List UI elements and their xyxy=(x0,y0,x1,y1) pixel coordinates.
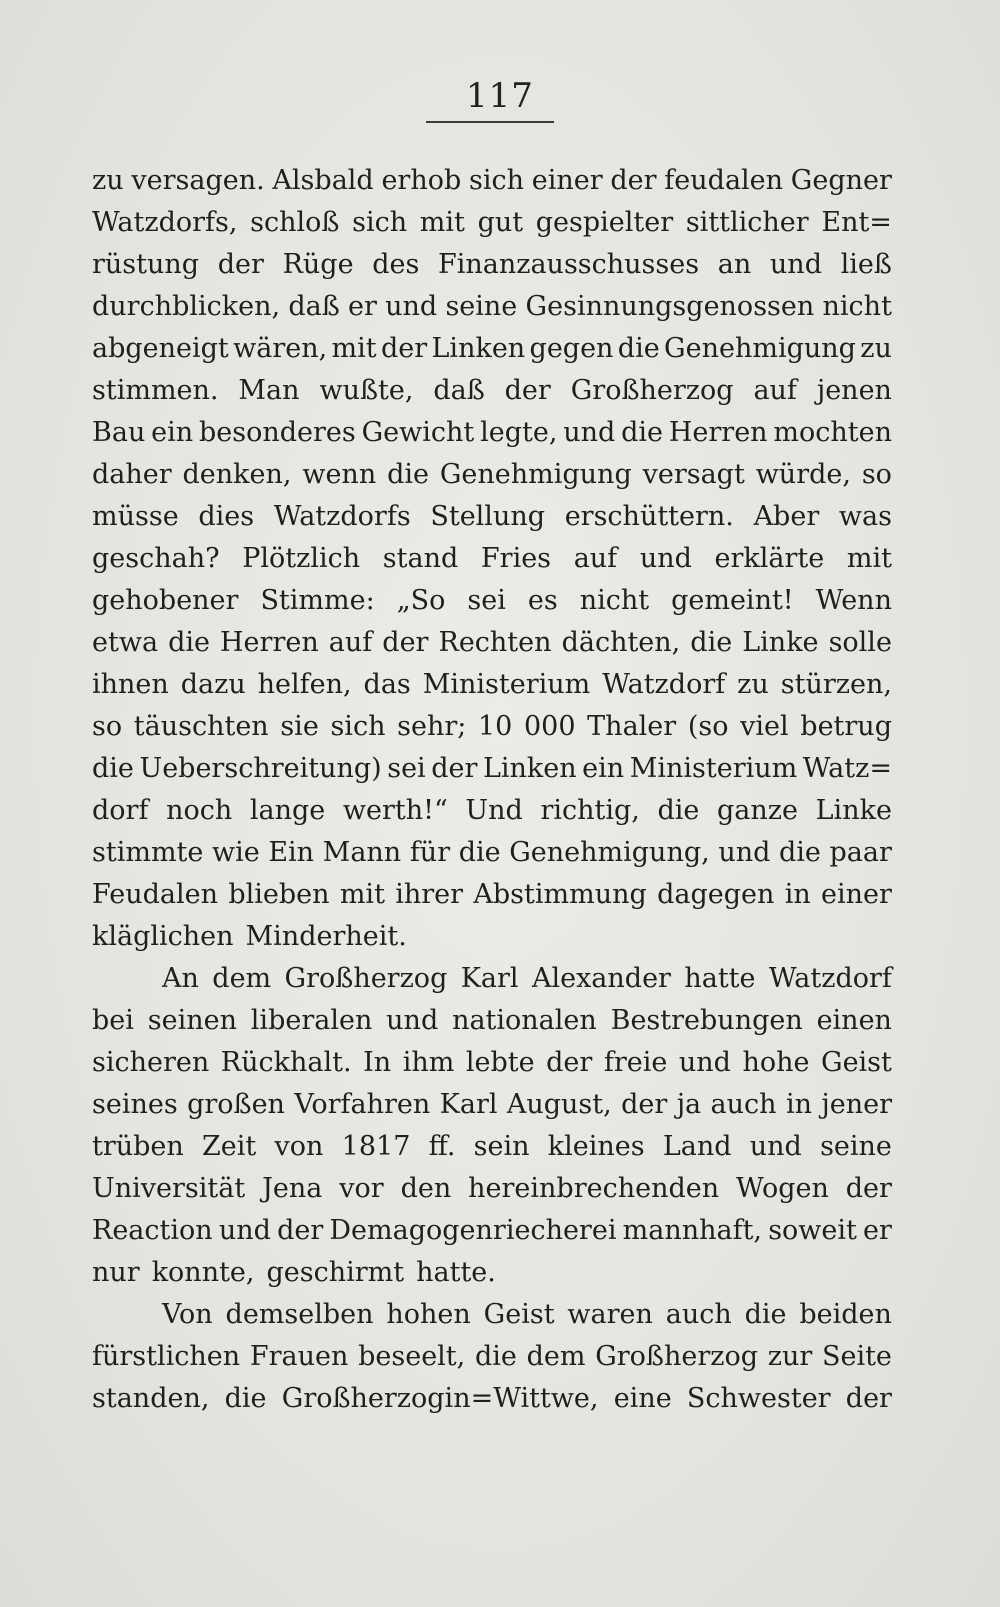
text-line xyxy=(92,412,892,454)
word: richtig, xyxy=(540,795,640,826)
word: lange xyxy=(249,795,326,826)
word: in xyxy=(784,879,811,910)
word: Linken xyxy=(431,333,526,364)
word: müsse xyxy=(92,501,179,532)
word: die xyxy=(657,795,700,826)
word: wie xyxy=(211,837,260,868)
word: standen, xyxy=(92,1383,210,1414)
word: mannhaft, xyxy=(622,1215,763,1246)
word: auf xyxy=(573,543,618,574)
word: würde, xyxy=(755,459,851,490)
word: und xyxy=(678,1047,731,1078)
word: erhob xyxy=(381,165,462,196)
word: Plötzlich xyxy=(242,543,361,574)
word: denken, xyxy=(182,459,292,490)
word: etwa xyxy=(92,627,159,658)
word: wußte, xyxy=(319,375,414,406)
word: daß xyxy=(288,291,340,322)
text-line xyxy=(92,832,892,874)
word: und xyxy=(749,1131,802,1162)
word: die xyxy=(474,1341,517,1372)
word: die xyxy=(779,837,821,868)
word: erklärte xyxy=(714,543,825,574)
word: die xyxy=(387,459,429,490)
word: waren xyxy=(567,1299,653,1330)
word: viel xyxy=(740,711,789,742)
word: was xyxy=(838,501,892,532)
text-line xyxy=(92,202,892,244)
word: demselben xyxy=(225,1299,374,1330)
word: Genehmigung, xyxy=(509,837,710,868)
word: sehr; xyxy=(397,711,467,742)
word: freie xyxy=(603,1047,668,1078)
word: gemeint! xyxy=(671,585,794,616)
word: betrug xyxy=(800,711,892,742)
word: nur xyxy=(92,1257,140,1288)
word: es xyxy=(527,585,558,616)
word: sei xyxy=(387,753,426,784)
text-line xyxy=(92,244,892,286)
word: bei xyxy=(92,1005,134,1036)
word: Thaler xyxy=(587,711,677,742)
word: der xyxy=(546,1047,593,1078)
word: 000 xyxy=(523,711,576,742)
word: jenen xyxy=(816,375,892,406)
text-line xyxy=(92,1210,892,1252)
word: wären, xyxy=(233,333,328,364)
word: und xyxy=(769,249,822,280)
word: legte, xyxy=(480,417,558,448)
word: Ministerium xyxy=(422,669,591,700)
word: mochten xyxy=(773,417,892,448)
word: Herren xyxy=(220,627,319,658)
text-line xyxy=(92,622,892,664)
word: kleines xyxy=(547,1131,645,1162)
word: und xyxy=(639,543,692,574)
word: stimmen. xyxy=(92,375,219,406)
word: ließ xyxy=(840,249,892,280)
word: zu xyxy=(92,165,124,196)
word: blieben xyxy=(228,879,330,910)
text-line xyxy=(92,370,892,412)
word: Stellung xyxy=(430,501,546,532)
word: August, xyxy=(506,1089,612,1120)
word: von xyxy=(274,1131,324,1162)
word: Bau xyxy=(92,417,146,448)
word: Feudalen xyxy=(92,879,219,910)
word: durchblicken, xyxy=(92,291,281,322)
text-line xyxy=(92,1000,892,1042)
word: der xyxy=(621,1089,668,1120)
text-line xyxy=(92,496,892,538)
word: Wenn xyxy=(815,585,892,616)
word: dächten, xyxy=(561,627,681,658)
word: der xyxy=(382,627,429,658)
word: versagen. xyxy=(131,165,265,196)
word: in xyxy=(785,1089,812,1120)
word: ein xyxy=(151,417,194,448)
word: der xyxy=(504,375,551,406)
word: Gesinnungsgenossen xyxy=(525,291,815,322)
word: Herren xyxy=(668,417,768,448)
body-text xyxy=(92,160,892,1420)
word: An xyxy=(162,963,199,994)
word: der xyxy=(217,249,264,280)
text-line xyxy=(92,790,892,832)
word: feudalen xyxy=(664,165,784,196)
word: mit xyxy=(419,207,465,238)
word: sittlicher xyxy=(685,207,809,238)
word: an xyxy=(717,249,752,280)
word: dazu xyxy=(180,669,246,700)
word: auch xyxy=(665,1299,732,1330)
word: einen xyxy=(816,1005,892,1036)
word: die xyxy=(92,753,134,784)
word: Seite xyxy=(821,1341,892,1372)
word: der xyxy=(610,165,657,196)
word: Minderheit. xyxy=(245,921,407,952)
word: jener xyxy=(821,1089,892,1120)
word: beiden xyxy=(799,1299,892,1330)
word: er xyxy=(863,1215,892,1246)
word: gespielter xyxy=(535,207,674,238)
word: nicht xyxy=(822,291,892,322)
word: Genehmigung xyxy=(439,459,632,490)
word: Rüge xyxy=(282,249,354,280)
word: der xyxy=(431,753,478,784)
text-line xyxy=(92,874,892,916)
word: dorf xyxy=(92,795,149,826)
text-line xyxy=(92,538,892,580)
word: auch xyxy=(710,1089,777,1120)
word: Alexander xyxy=(531,963,671,994)
word: werth!“ xyxy=(342,795,448,826)
word: sich xyxy=(469,165,525,196)
word: Watzdorfs, xyxy=(92,207,238,238)
word: und xyxy=(218,1215,271,1246)
word: stand xyxy=(382,543,459,574)
word: nationalen xyxy=(452,1005,597,1036)
word: stürzen, xyxy=(780,669,892,700)
word: Reaction xyxy=(92,1215,213,1246)
word: sich xyxy=(352,207,408,238)
word: Gewicht xyxy=(361,417,475,448)
word: täuschten xyxy=(133,711,269,742)
word: soweit xyxy=(768,1215,857,1246)
word: stimmte xyxy=(92,837,204,868)
word: (so xyxy=(687,711,729,742)
word: ja xyxy=(676,1089,702,1120)
word: Man xyxy=(238,375,300,406)
text-line xyxy=(92,1168,892,1210)
word: nicht xyxy=(579,585,650,616)
word: hohe xyxy=(742,1047,810,1078)
header-rule xyxy=(426,121,554,123)
word: dagegen xyxy=(657,879,775,910)
word: trüben xyxy=(92,1131,184,1162)
word: wenn xyxy=(302,459,377,490)
word: sei xyxy=(467,585,506,616)
word: kläglichen xyxy=(92,921,234,952)
word: hatte xyxy=(684,963,756,994)
word: auf xyxy=(328,627,373,658)
word: 1817 xyxy=(341,1131,411,1162)
word: und xyxy=(563,417,616,448)
text-line xyxy=(92,286,892,328)
word: helfen, xyxy=(257,669,352,700)
word: Universität xyxy=(92,1173,246,1204)
word: Geist xyxy=(821,1047,892,1078)
word: fürstlichen xyxy=(92,1341,241,1372)
word: die xyxy=(224,1383,267,1414)
word: so xyxy=(861,459,892,490)
word: sie xyxy=(280,711,319,742)
word: die xyxy=(168,627,210,658)
word: Stimme: xyxy=(260,585,375,616)
word: Watzdorf xyxy=(602,669,726,700)
text-line xyxy=(92,1252,892,1294)
word: beseelt, xyxy=(358,1341,466,1372)
word: konnte, xyxy=(151,1257,255,1288)
word: Ministerium xyxy=(629,753,798,784)
word: der xyxy=(845,1173,892,1204)
word: er xyxy=(348,291,377,322)
word: Alsbald xyxy=(272,165,374,196)
word: Großherzog xyxy=(595,1341,758,1372)
word: erschüttern. xyxy=(564,501,734,532)
word: die xyxy=(617,333,660,364)
word: Großherzogin=Wittwe, xyxy=(281,1383,599,1414)
word: ihnen xyxy=(92,669,169,700)
word: ff. xyxy=(428,1131,456,1162)
word: Jena xyxy=(262,1173,323,1204)
word: Rechten xyxy=(438,627,552,658)
word: seinen xyxy=(147,1005,237,1036)
word: die xyxy=(744,1299,787,1330)
word: den xyxy=(400,1173,452,1204)
word: Linke xyxy=(815,795,892,826)
word: Abstimmung xyxy=(473,879,647,910)
word: dem xyxy=(212,963,272,994)
word: Watzdorfs xyxy=(273,501,411,532)
word: Mann xyxy=(322,837,402,868)
word: geschirmt xyxy=(266,1257,405,1288)
word: der xyxy=(277,1215,324,1246)
word: Geist xyxy=(483,1299,555,1330)
word: des xyxy=(372,249,420,280)
word: seine xyxy=(820,1131,892,1162)
word: „So xyxy=(396,585,446,616)
word: solle xyxy=(828,627,892,658)
word: dem xyxy=(526,1341,586,1372)
text-line xyxy=(92,1336,892,1378)
word: so xyxy=(92,711,123,742)
text-line xyxy=(92,328,892,370)
word: die xyxy=(621,417,664,448)
word: Karl xyxy=(439,1089,498,1120)
word: rüstung xyxy=(92,249,200,280)
word: Frauen xyxy=(249,1341,349,1372)
word: Bestrebungen xyxy=(610,1005,803,1036)
word: und xyxy=(718,837,771,868)
word: gehobener xyxy=(92,585,239,616)
word: dies xyxy=(198,501,255,532)
word: sich xyxy=(330,711,386,742)
word: und xyxy=(386,1005,439,1036)
word: Demagogenriecherei xyxy=(329,1215,617,1246)
text-line xyxy=(92,1378,892,1420)
word: Von xyxy=(162,1299,213,1330)
word: Ueberschreitung) xyxy=(139,753,382,784)
word: ihrer xyxy=(395,879,464,910)
text-line xyxy=(92,454,892,496)
word: abgeneigt xyxy=(92,333,229,364)
word: mit xyxy=(339,879,385,910)
text-line xyxy=(92,1294,892,1336)
word: gut xyxy=(477,207,524,238)
word: vor xyxy=(339,1173,384,1204)
word: Genehmigung xyxy=(664,333,856,364)
word: seine xyxy=(445,291,518,322)
word: Gegner xyxy=(790,165,892,196)
text-line xyxy=(92,1042,892,1084)
word: der xyxy=(845,1383,892,1414)
word: In xyxy=(363,1047,392,1078)
word: zu xyxy=(860,333,892,364)
text-line xyxy=(92,706,892,748)
text-line xyxy=(92,916,892,958)
word: besonderes xyxy=(199,417,356,448)
word: mit xyxy=(846,543,892,574)
word: Fries xyxy=(480,543,552,574)
text-line xyxy=(92,664,892,706)
word: für xyxy=(409,837,451,868)
word: Aber xyxy=(753,501,820,532)
word: Linke xyxy=(742,627,819,658)
word: der xyxy=(380,333,428,364)
word: sicheren xyxy=(92,1047,210,1078)
word: Watzdorf xyxy=(768,963,892,994)
page-number: 117 xyxy=(466,76,534,116)
word: ihm xyxy=(402,1047,455,1078)
word: hohen xyxy=(386,1299,471,1330)
word: versagt xyxy=(642,459,745,490)
word: Finanzausschusses xyxy=(437,249,700,280)
word: ein xyxy=(582,753,625,784)
word: hatte. xyxy=(416,1257,496,1288)
word: schloß xyxy=(250,207,340,238)
word: Großherzog xyxy=(570,375,734,406)
word: daher xyxy=(92,459,172,490)
word: Karl xyxy=(460,963,519,994)
word: Ent= xyxy=(821,207,892,238)
word: einer xyxy=(821,879,892,910)
word: Land xyxy=(662,1131,732,1162)
word: daß xyxy=(433,375,485,406)
word: Schwester xyxy=(686,1383,831,1414)
word: Ein xyxy=(268,837,315,868)
word: einer xyxy=(531,165,603,196)
word: und xyxy=(385,291,438,322)
text-line xyxy=(92,958,892,1000)
word: auf xyxy=(753,375,797,406)
word: Wogen xyxy=(736,1173,829,1204)
word: die xyxy=(690,627,733,658)
word: zu xyxy=(737,669,769,700)
word: die xyxy=(458,837,501,868)
word: zur xyxy=(767,1341,813,1372)
word: ganze xyxy=(717,795,798,826)
word: geschah? xyxy=(92,543,220,574)
word: Und xyxy=(465,795,523,826)
word: mit xyxy=(331,333,377,364)
word: lebte xyxy=(465,1047,535,1078)
text-line xyxy=(92,748,892,790)
word: Zeit xyxy=(202,1131,257,1162)
word: Watz= xyxy=(802,753,892,784)
word: Rückhalt. xyxy=(220,1047,352,1078)
word: großen xyxy=(187,1089,285,1120)
word: noch xyxy=(166,795,233,826)
text-line xyxy=(92,160,892,202)
word: liberalen xyxy=(250,1005,373,1036)
word: Vorfahren xyxy=(294,1089,431,1120)
text-line xyxy=(92,1126,892,1168)
word: seines xyxy=(92,1089,178,1120)
word: 10 xyxy=(477,711,513,742)
word: sein xyxy=(473,1131,530,1162)
word: Linken xyxy=(482,753,577,784)
word: gegen xyxy=(529,333,614,364)
word: Großherzog xyxy=(284,963,448,994)
word: paar xyxy=(829,837,892,868)
word: hereinbrechenden xyxy=(468,1173,720,1204)
word: eine xyxy=(613,1383,672,1414)
text-line xyxy=(92,1084,892,1126)
text-line xyxy=(92,580,892,622)
word: das xyxy=(363,669,411,700)
